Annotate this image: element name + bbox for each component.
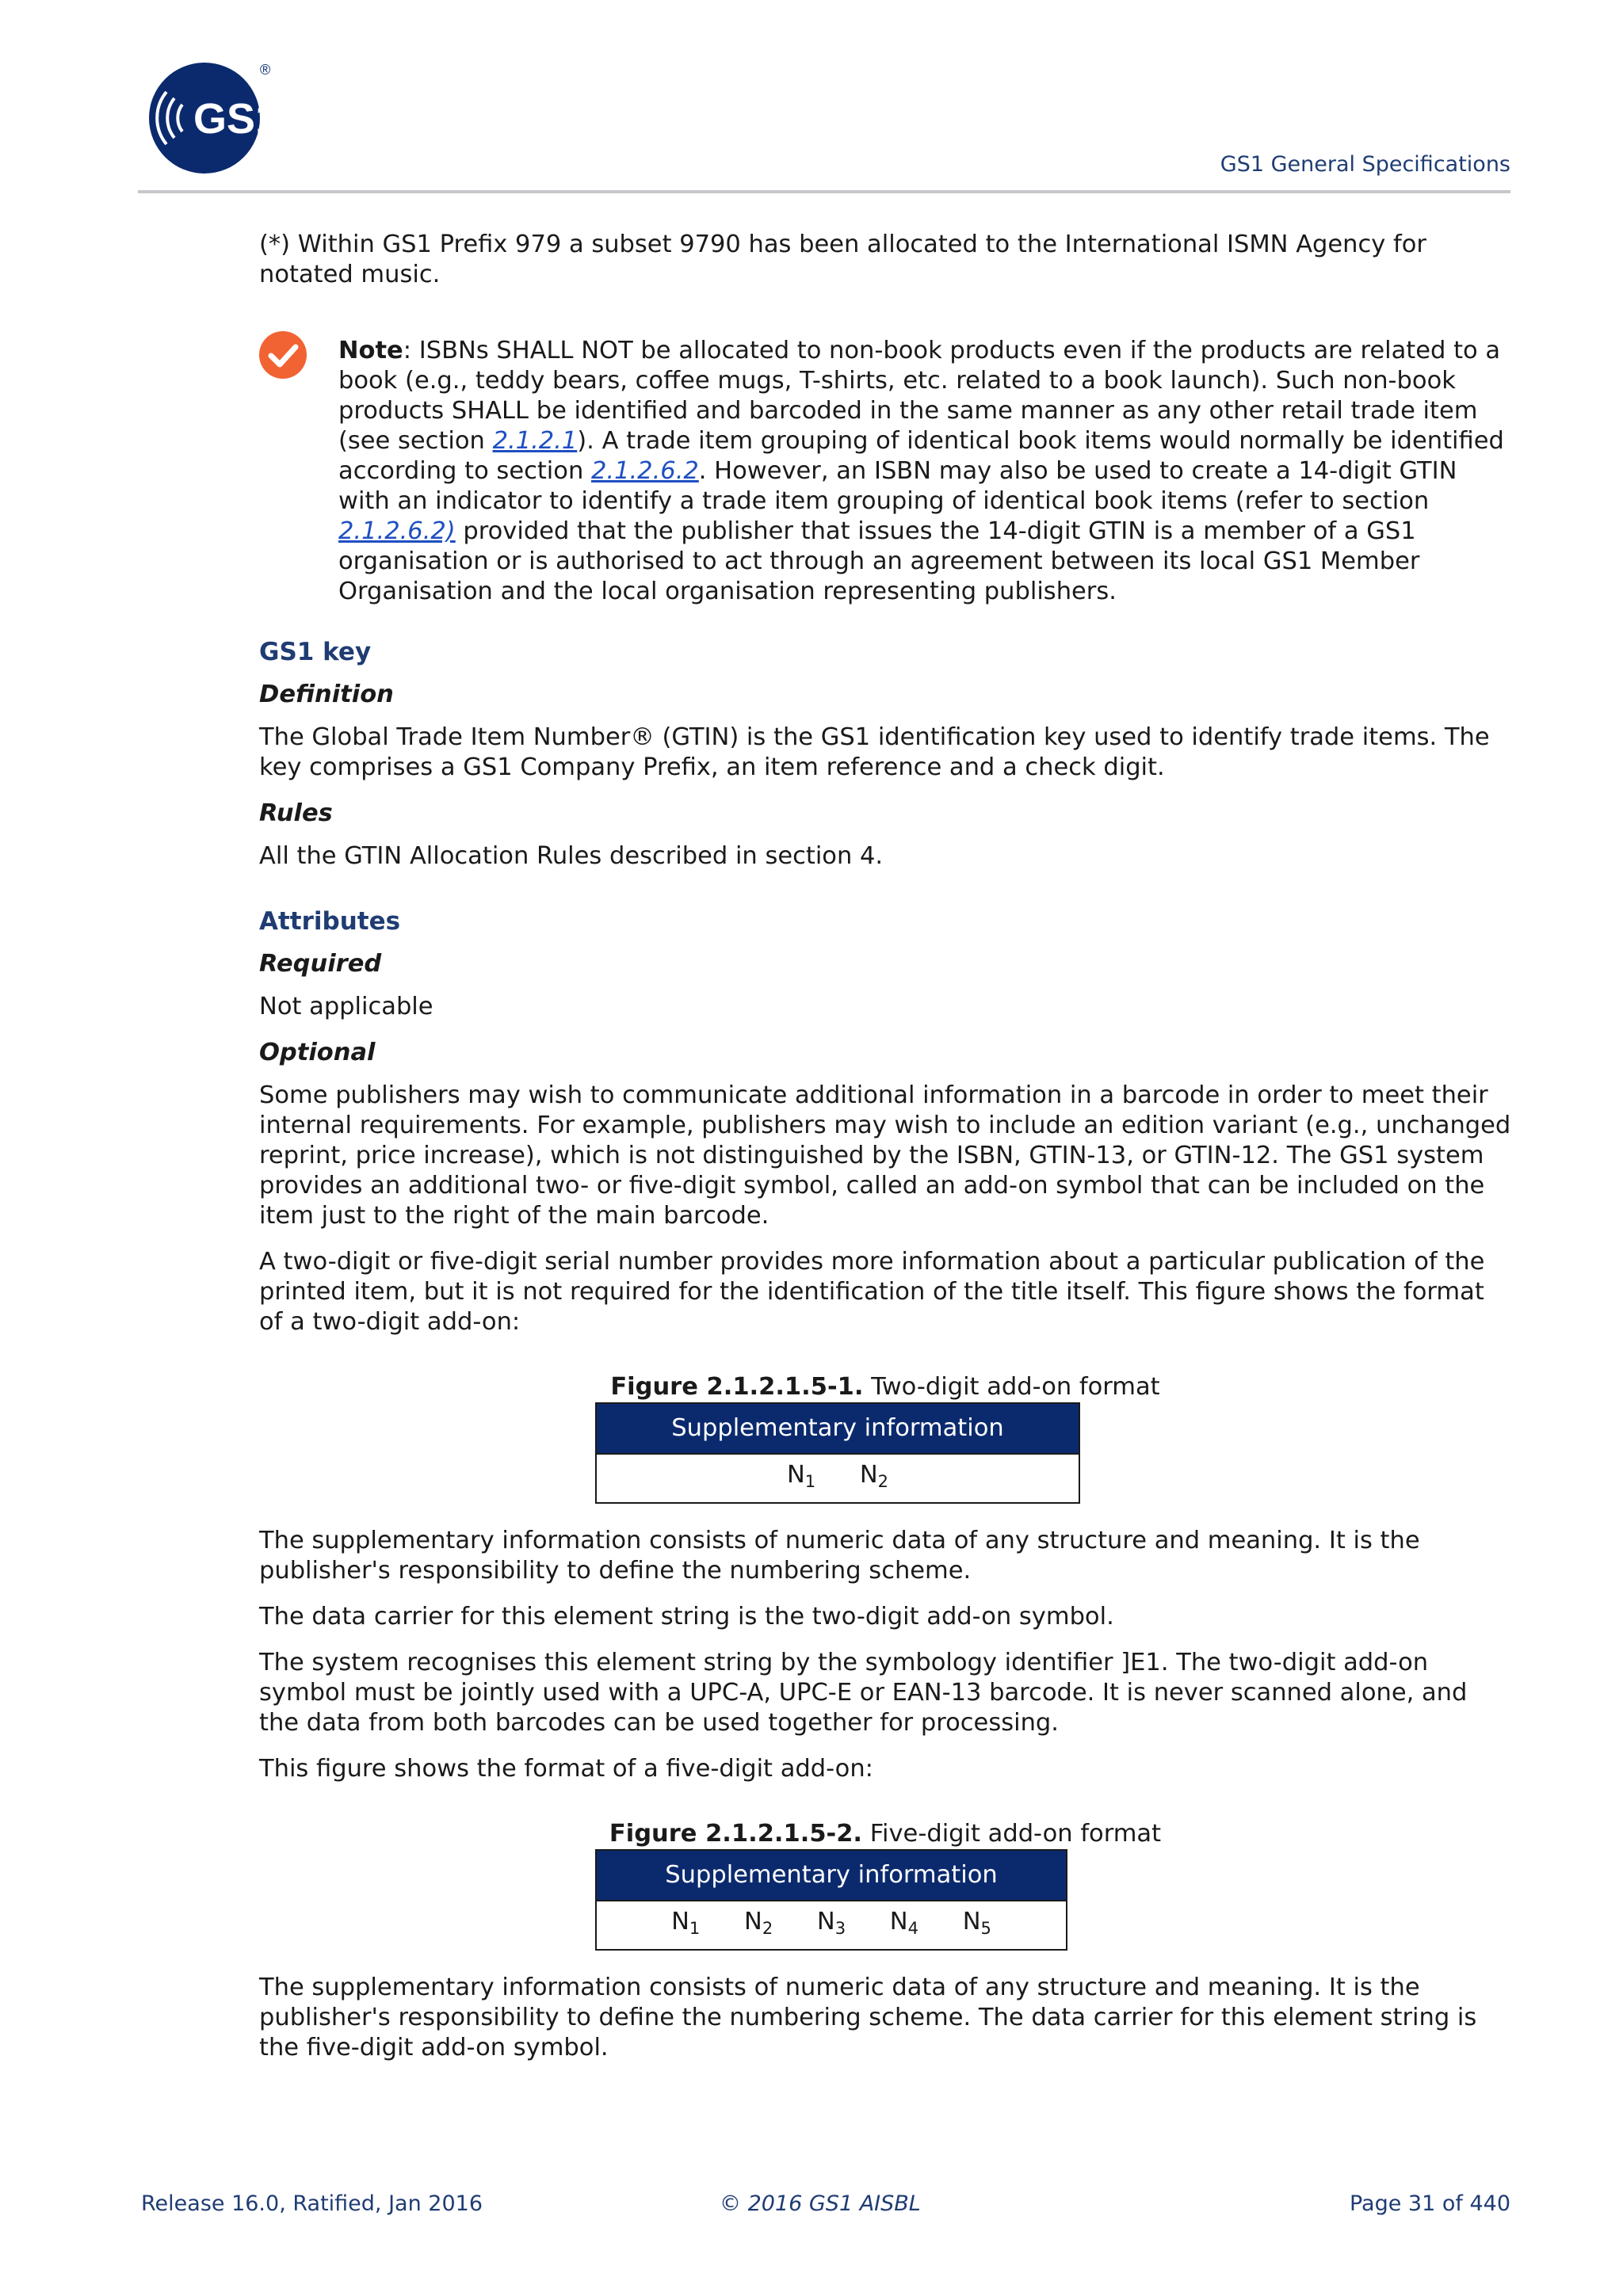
- figure-five-digit-add-on: [259, 1819, 1511, 1951]
- gs1-key-heading: GS1 key: [259, 638, 372, 666]
- figure-title: Two-digit add-on format: [863, 1373, 1160, 1401]
- supplementary-paragraph: The supplementary information consists of numeric data of any structure and meaning. It is the publisher's responsibility to define the numbering scheme.: [259, 1527, 1420, 1585]
- two-digit-format-table: [595, 1402, 1080, 1504]
- note-paragraph: [338, 331, 1511, 607]
- five-digit-intro-paragraph: This figure shows the format of a five-digit add-on:: [259, 1755, 873, 1783]
- figure-caption: [610, 1372, 1159, 1402]
- required-paragraph: Not applicable: [259, 993, 433, 1020]
- digit-n2: $N_2$: [743, 1908, 773, 1938]
- symbology-paragraph: The system recognises this element string by the symbology identifier ]E1. The two-digit add-on symbol must be jointly used with a UPC-A, UPC-E or EAN-13 barcode. It is never scanned alone, and the data from both barcodes can be used together for processing.: [259, 1649, 1468, 1737]
- ismn-paragraph: (*) Within GS1 Prefix 979 a subset 9790 has been allocated to the International ISMN Agency for notated music.: [259, 231, 1426, 288]
- five-digit-format-table: [595, 1849, 1067, 1951]
- digit-n3: $N_3$: [816, 1908, 846, 1938]
- optional-paragraph-2: A two-digit or five-digit serial number provides more information about a particular publication of the printed item, but it is not required for the identification of the title itself. This figure shows the format of a two-digit add-on:: [259, 1248, 1485, 1336]
- digit-n4: $N_4$: [889, 1908, 918, 1938]
- table-header: Supplementary information: [596, 1403, 1079, 1454]
- note-text-1: : ISBNs SHALL NOT be allocated to non-book products even if the products are related to a book (e.g., teddy bears, coffee mugs, T-shirts, etc. related to a book launch). Such non-book products SHALL be identified and barcoded in the same manner as any other retail trade item (see section: [338, 337, 1501, 455]
- table-header: Supplementary information: [596, 1850, 1067, 1901]
- rules-heading: Rules: [259, 799, 333, 827]
- footer-copyright: © 2016 GS1 AISBL: [720, 2191, 921, 2216]
- header-divider: [138, 190, 1510, 193]
- data-carrier-paragraph: The data carrier for this element string is the two-digit add-on symbol.: [259, 1603, 1114, 1630]
- note-label: Note: [338, 337, 403, 364]
- definition-heading: Definition: [259, 681, 394, 708]
- figure-two-digit-add-on: [259, 1372, 1511, 1504]
- digit-n1: $N_1$: [671, 1908, 701, 1938]
- figure-title: Five-digit add-on format: [862, 1820, 1162, 1848]
- table-cell: [596, 1454, 1079, 1503]
- digit-n1: $N_1$: [786, 1461, 816, 1491]
- header-title: GS1 General Specifications: [1220, 152, 1510, 177]
- note-box: [259, 331, 1511, 607]
- figure-number: Figure 2.1.2.1.5-2.: [609, 1820, 863, 1848]
- note-text-2: ). A trade item grouping of identical book items would normally be identified according to section: [338, 427, 1504, 485]
- figure-number: Figure 2.1.2.1.5-1.: [610, 1373, 864, 1401]
- required-heading: Required: [259, 950, 382, 978]
- rules-paragraph: All the GTIN Allocation Rules described in section 4.: [259, 842, 884, 870]
- section-link-2-1-2-1[interactable]: 2.1.2.1: [492, 427, 578, 455]
- attributes-heading: Attributes: [259, 907, 401, 936]
- page-content: [259, 230, 1511, 2079]
- footer-release: Release 16.0, Ratified, Jan 2016: [141, 2191, 483, 2216]
- section-link-2-1-2-6-2[interactable]: 2.1.2.6.2: [590, 457, 699, 485]
- figure-caption: [609, 1819, 1161, 1849]
- note-text-4: provided that the publisher that issues the 14-digit GTIN is a member of a GS1 organisation or is authorised to act through an agreement between its local GS1 Member Organisation and the local organisation representing publishers.: [338, 517, 1420, 605]
- checkmark-icon: [259, 331, 307, 379]
- optional-heading: Optional: [259, 1039, 376, 1066]
- gs1-logo: [149, 59, 295, 177]
- footer-page-number: Page 31 of 440: [1349, 2191, 1510, 2216]
- note-text-3: . However, an ISBN may also be used to create a 14-digit GTIN with an indicator to identify a trade item grouping of identical book items (refer to section: [338, 457, 1457, 515]
- section-link-2-1-2-6-2-second[interactable]: 2.1.2.6.2): [338, 517, 456, 545]
- definition-paragraph: The Global Trade Item Number® (GTIN) is the GS1 identification key used to identify trade items. The key comprises a GS1 Company Prefix, an item reference and a check digit.: [259, 723, 1490, 781]
- table-cell: [596, 1901, 1067, 1950]
- digit-n2: $N_2$: [859, 1461, 889, 1491]
- digit-n5: $N_5$: [962, 1908, 991, 1938]
- final-paragraph: The supplementary information consists of numeric data of any structure and meaning. It is the publisher's responsibility to define the numbering scheme. The data carrier for this element string is the five-digit add-on symbol.: [259, 1974, 1477, 2061]
- logo-text: GS1: [193, 95, 280, 143]
- optional-paragraph-1: Some publishers may wish to communicate additional information in a barcode in order to meet their internal requirements. For example, publishers may wish to include an edition variant (e.g., unchanged reprint, price increase), which is not distinguished by the ISBN, GTIN-13, or GTIN-12. The GS1 system provides an additional two- or five-digit symbol, called an add-on symbol that can be included on the item just to the right of the main barcode.: [259, 1081, 1511, 1230]
- logo-registered-mark: ®: [260, 62, 271, 78]
